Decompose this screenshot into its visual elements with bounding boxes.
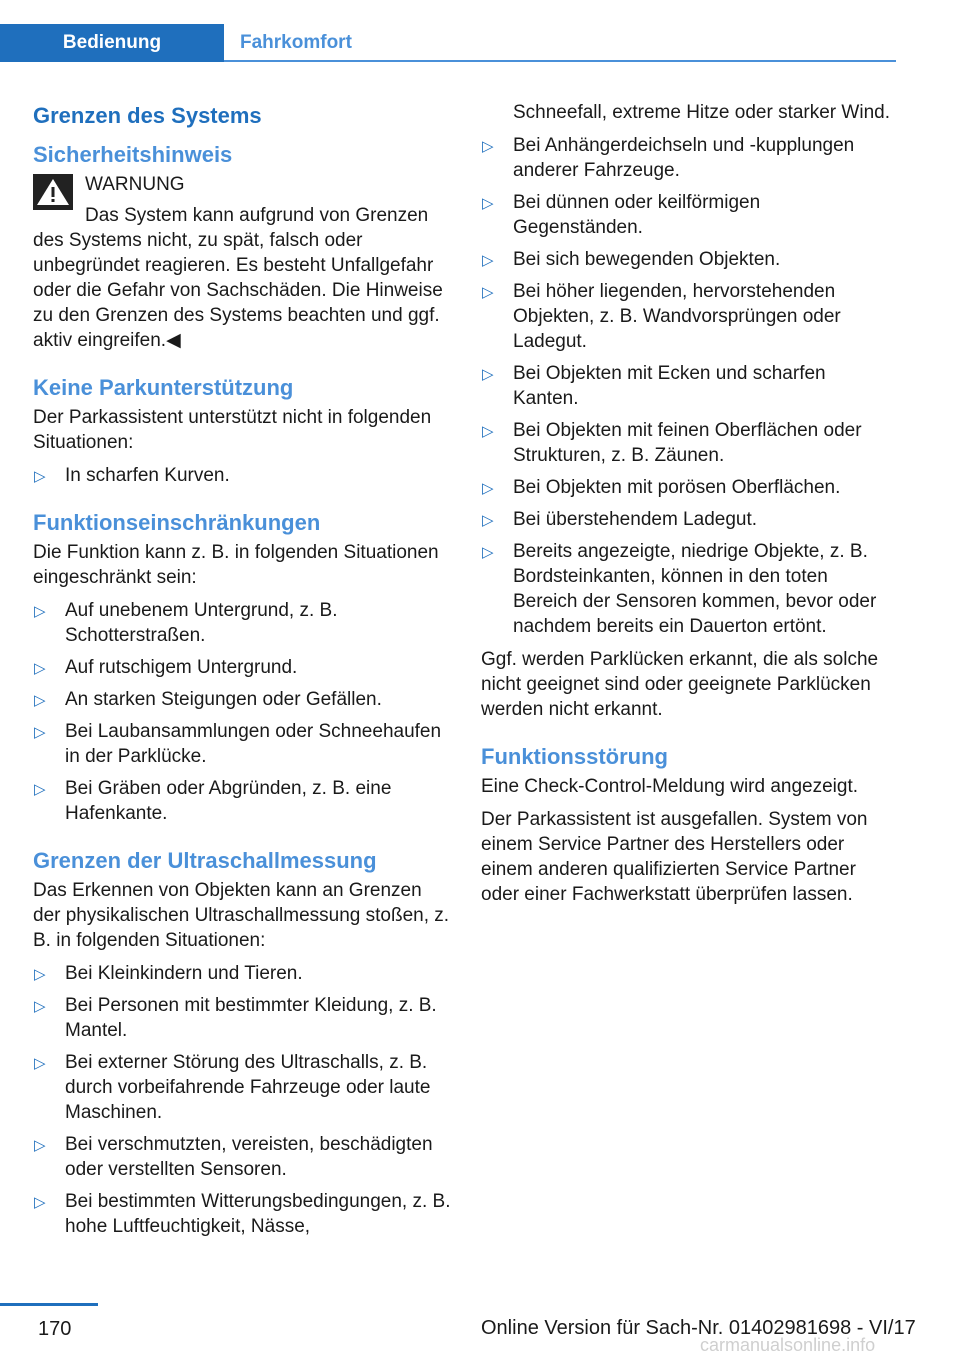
triangle-bullet-icon: ▷ [482, 480, 494, 497]
warning-box [33, 172, 451, 353]
warning-text: Das System kann aufgrund von Grenzen des Systems nicht, zu spät, falsch oder unbegründet reagieren. Es besteht Unfallgefahr oder die Gefahr von Sachschäden. Die Hinweise zu den Grenzen des Systems beachten und ggf. aktiv eingreifen.◀ [33, 205, 443, 351]
list-item: ▷ Bei dünnen oder keilförmigen Gegenständen. [482, 192, 761, 238]
continuation-text: Schneefall, extreme Hitze oder starker Wind. [513, 102, 890, 123]
gaps-text: Ggf. werden Parklücken erkannt, die als solche nicht geeignet sind oder geeignete Parklücken werden nicht erkannt. [481, 649, 879, 720]
malfunction-paragraph-1: Eine Check-Control-Meldung wird angezeigt. [481, 776, 859, 797]
tab-divider [224, 60, 896, 62]
triangle-bullet-icon: ▷ [34, 603, 46, 620]
triangle-bullet-icon: ▷ [34, 660, 46, 677]
triangle-bullet-icon: ▷ [34, 966, 46, 983]
list-item: ▷ Bei Personen mit bestimmter Kleidung, z. B. Mantel. [34, 995, 437, 1041]
list-item: ▷ Bei Gräben oder Abgründen, z. B. eine Hafenkante. [34, 778, 392, 824]
list-item: ▷ Bei Kleinkindern und Tieren. [33, 961, 451, 986]
chapter-tabs [0, 24, 896, 62]
no-support-list [33, 463, 451, 488]
list-item: ▷ Bei sich bewegenden Objekten. [481, 247, 895, 272]
right-column [481, 100, 895, 915]
list-item: ▷ Bei verschmutzten, vereisten, beschädigten oder verstellten Sensoren. [34, 1134, 433, 1180]
footer-rule [0, 1303, 98, 1306]
ultrasound-title: Grenzen der Ultraschallmessung [33, 848, 377, 873]
ultrasound-intro: Das Erkennen von Objekten kann an Grenzen der physikalischen Ultraschallmessung stoßen, z. B. in folgenden Situationen: [33, 880, 450, 951]
triangle-bullet-icon: ▷ [482, 544, 494, 561]
triangle-bullet-icon: ▷ [34, 468, 46, 485]
list-item: ▷ Auf unebenem Untergrund, z. B. Schotterstraßen. [34, 600, 338, 646]
online-version-text: Online Version für Sach-Nr. 01402981698 - VI/17 [481, 1317, 916, 1339]
left-column [33, 100, 451, 1247]
list-item: ▷ Bei Objekten mit porösen Oberflächen. [481, 475, 895, 500]
ultrasound-list-continued [481, 133, 895, 639]
triangle-bullet-icon: ▷ [482, 512, 494, 529]
triangle-bullet-icon: ▷ [34, 1137, 46, 1154]
list-item: ▷ Bei Objekten mit Ecken und scharfen Kanten. [482, 363, 826, 409]
list-item: ▷ Auf rutschigem Untergrund. [33, 655, 451, 680]
triangle-bullet-icon: ▷ [34, 1194, 46, 1211]
triangle-bullet-icon: ▷ [34, 724, 46, 741]
triangle-bullet-icon: ▷ [482, 138, 494, 155]
safety-title: Sicherheitshinweis [33, 142, 233, 167]
section-title: Grenzen des Systems [33, 103, 262, 128]
list-item: ▷ Bei höher liegenden, hervorstehenden Objekten, z. B. Wandvorsprüngen oder Ladegut. [482, 281, 841, 352]
tab-bedienung[interactable]: Bedienung [0, 24, 224, 62]
triangle-bullet-icon: ▷ [34, 1055, 46, 1072]
list-item: ▷ Bei überstehendem Ladegut. [481, 507, 895, 532]
list-item: ▷ Bereits angezeigte, niedrige Objekte, z. B. Bordsteinkanten, können in den toten Bereich der Sensoren kommen, bevor oder nachdem bereits ein Dauerton ertönt. [482, 541, 877, 637]
list-item: ▷ Bei Objekten mit feinen Oberflächen oder Strukturen, z. B. Zäunen. [482, 420, 862, 466]
list-item: ▷ In scharfen Kurven. [33, 463, 451, 488]
triangle-bullet-icon: ▷ [482, 284, 494, 301]
list-item: ▷ An starken Steigungen oder Gefällen. [33, 687, 451, 712]
list-item: ▷ Bei bestimmten Witterungsbedingungen, z. B. hohe Luftfeuchtigkeit, Nässe, [34, 1191, 451, 1237]
restrictions-intro: Die Funktion kann z. B. in folgenden Situationen eingeschränkt sein: [33, 542, 439, 588]
restrictions-title: Funktionseinschränkungen [33, 510, 321, 535]
restrictions-list [33, 598, 451, 826]
triangle-bullet-icon: ▷ [482, 366, 494, 383]
triangle-bullet-icon: ▷ [34, 781, 46, 798]
no-support-intro: Der Parkassistent unterstützt nicht in folgenden Situationen: [33, 407, 432, 453]
triangle-bullet-icon: ▷ [34, 998, 46, 1015]
triangle-bullet-icon: ▷ [482, 423, 494, 440]
list-item: ▷ Bei externer Störung des Ultraschalls, z. B. durch vorbeifahrende Fahrzeuge oder laute Maschinen. [34, 1052, 431, 1123]
malfunction-title: Funktionsstörung [481, 744, 668, 769]
triangle-bullet-icon: ▷ [482, 252, 494, 269]
tab-fahrkomfort[interactable]: Fahrkomfort [240, 32, 352, 53]
triangle-bullet-icon: ▷ [34, 692, 46, 709]
triangle-bullet-icon: ▷ [482, 195, 494, 212]
watermark: carmanualsonline.info [700, 1335, 876, 1355]
page-number: 170 [38, 1318, 72, 1340]
warning-label: WARNUNG [85, 174, 185, 195]
warning-icon [33, 174, 73, 210]
no-support-title: Keine Parkunterstützung [33, 375, 294, 400]
ultrasound-list [33, 961, 451, 1239]
list-item: ▷ Bei Laubansammlungen oder Schneehaufen in der Parklücke. [34, 721, 442, 767]
list-item: ▷ Bei Anhängerdeichseln und -kupplungen anderer Fahrzeuge. [482, 135, 855, 181]
malfunction-paragraph-2: Der Parkassistent ist ausgefallen. System von einem Service Partner des Herstellers oder einem anderen qualifizierten Service Partner oder einer Fachwerkstatt überprüfen lassen. [481, 809, 868, 905]
